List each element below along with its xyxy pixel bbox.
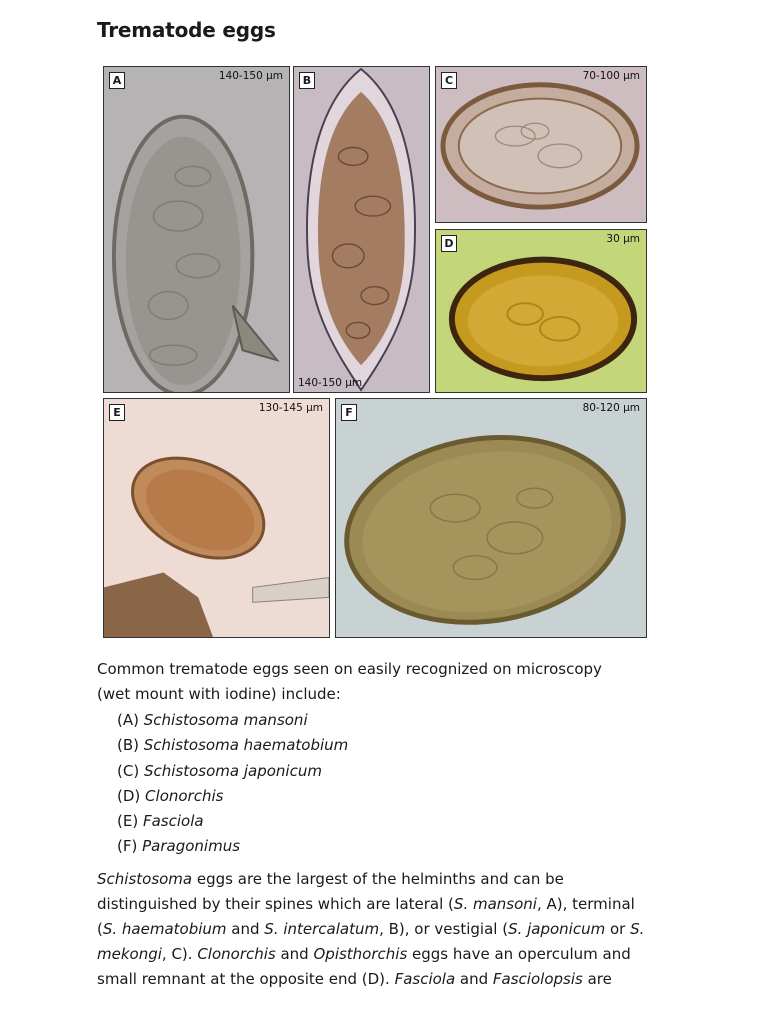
intro-line-1: Common trematode eggs seen on easily recognized on microscopy [97, 660, 602, 678]
panel-letter-a: A [109, 72, 125, 89]
list-item-label: (C) [117, 761, 140, 780]
paragonimus-egg-picture [336, 399, 646, 637]
body-line-3 [97, 917, 657, 942]
body-text: distinguished by their spines which are lateral ( [97, 895, 454, 913]
body-text: and [226, 920, 265, 938]
list-item-label: (E) [117, 812, 139, 831]
body-italic-term: mekongi [97, 945, 162, 963]
egg-image-d [435, 229, 647, 393]
panel-letter-b: B [299, 72, 315, 89]
list-item-name: Schistosoma japonicum [143, 761, 322, 780]
body-italic-term: Clonorchis [197, 945, 276, 963]
species-list [117, 708, 348, 860]
schistosoma-japonicum-egg-picture [436, 67, 646, 222]
body-italic-term: S. mansoni [453, 895, 537, 913]
panel-size-a: 140-150 µm [218, 70, 283, 82]
schistosoma-haematobium-egg-picture [294, 67, 429, 392]
panel-size-b: 140-150 µm [298, 377, 363, 389]
body-italic-term: S. [630, 920, 645, 938]
egg-image-c [435, 66, 647, 223]
panel-size-f: 80-120 µm [582, 402, 640, 414]
list-item-name: Schistosoma mansoni [143, 711, 308, 729]
list-item [117, 759, 348, 784]
egg-image-f [335, 398, 647, 638]
body-text: , C). [161, 945, 198, 963]
list-item-name: Paragonimus [142, 837, 241, 856]
list-item-label: (A) [117, 711, 139, 729]
list-item [117, 834, 348, 859]
list-item [117, 784, 348, 809]
body-paragraph [97, 867, 657, 992]
list-item-name: Clonorchis [145, 786, 224, 805]
body-text: are [582, 970, 612, 988]
list-item [117, 809, 348, 834]
body-italic-term: Opisthorchis [313, 945, 408, 963]
egg-image-b [293, 66, 430, 393]
body-text: eggs are the largest of the helminths and can be [192, 870, 564, 888]
body-text: small remnant at the opposite end (D). [97, 970, 395, 988]
body-italic-term: Fasciolopsis [492, 970, 583, 988]
body-line-2 [97, 892, 657, 917]
body-italic-term: S. intercalatum [264, 920, 380, 938]
egg-image-a [103, 66, 290, 393]
intro-line-2: (wet mount with iodine) include: [97, 685, 341, 703]
panel-size-c: 70-100 µm [582, 70, 640, 82]
egg-image-e [103, 398, 330, 638]
body-line-1 [97, 867, 657, 892]
list-item-name: Schistosoma haematobium [143, 736, 349, 755]
page-title: Trematode eggs [97, 18, 276, 42]
intro-paragraph [97, 657, 657, 707]
body-italic-term: S. japonicum [508, 920, 606, 938]
panel-letter-d: D [441, 235, 457, 252]
body-italic-term: S. haematobium [102, 920, 227, 938]
list-item-label: (D) [117, 786, 141, 805]
body-text: and [455, 970, 493, 988]
panel-size-d: 30 µm [606, 233, 640, 245]
list-item-name: Fasciola [142, 812, 204, 831]
body-line-5 [97, 967, 657, 992]
body-text: eggs have an operculum and [407, 945, 631, 963]
list-item-label: (B) [117, 736, 139, 755]
body-text: and [275, 945, 314, 963]
body-line-4 [97, 942, 657, 967]
body-text: , A), terminal [536, 895, 635, 913]
body-italic-term: Schistosoma [97, 870, 193, 888]
fasciola-egg-picture [104, 399, 329, 637]
schistosoma-mansoni-egg-picture [104, 67, 289, 392]
list-item [117, 708, 348, 733]
panel-letter-c: C [441, 72, 457, 89]
body-text: or [605, 920, 631, 938]
list-item [117, 733, 348, 758]
body-text: , B), or vestigial ( [379, 920, 509, 938]
body-italic-term: Fasciola [394, 970, 456, 988]
panel-letter-e: E [109, 404, 125, 421]
body-text: ( [97, 920, 103, 938]
list-item-label: (F) [117, 837, 138, 856]
clonorchis-egg-picture [436, 230, 646, 392]
panel-size-e: 130-145 µm [258, 402, 323, 414]
panel-letter-f: F [341, 404, 357, 421]
